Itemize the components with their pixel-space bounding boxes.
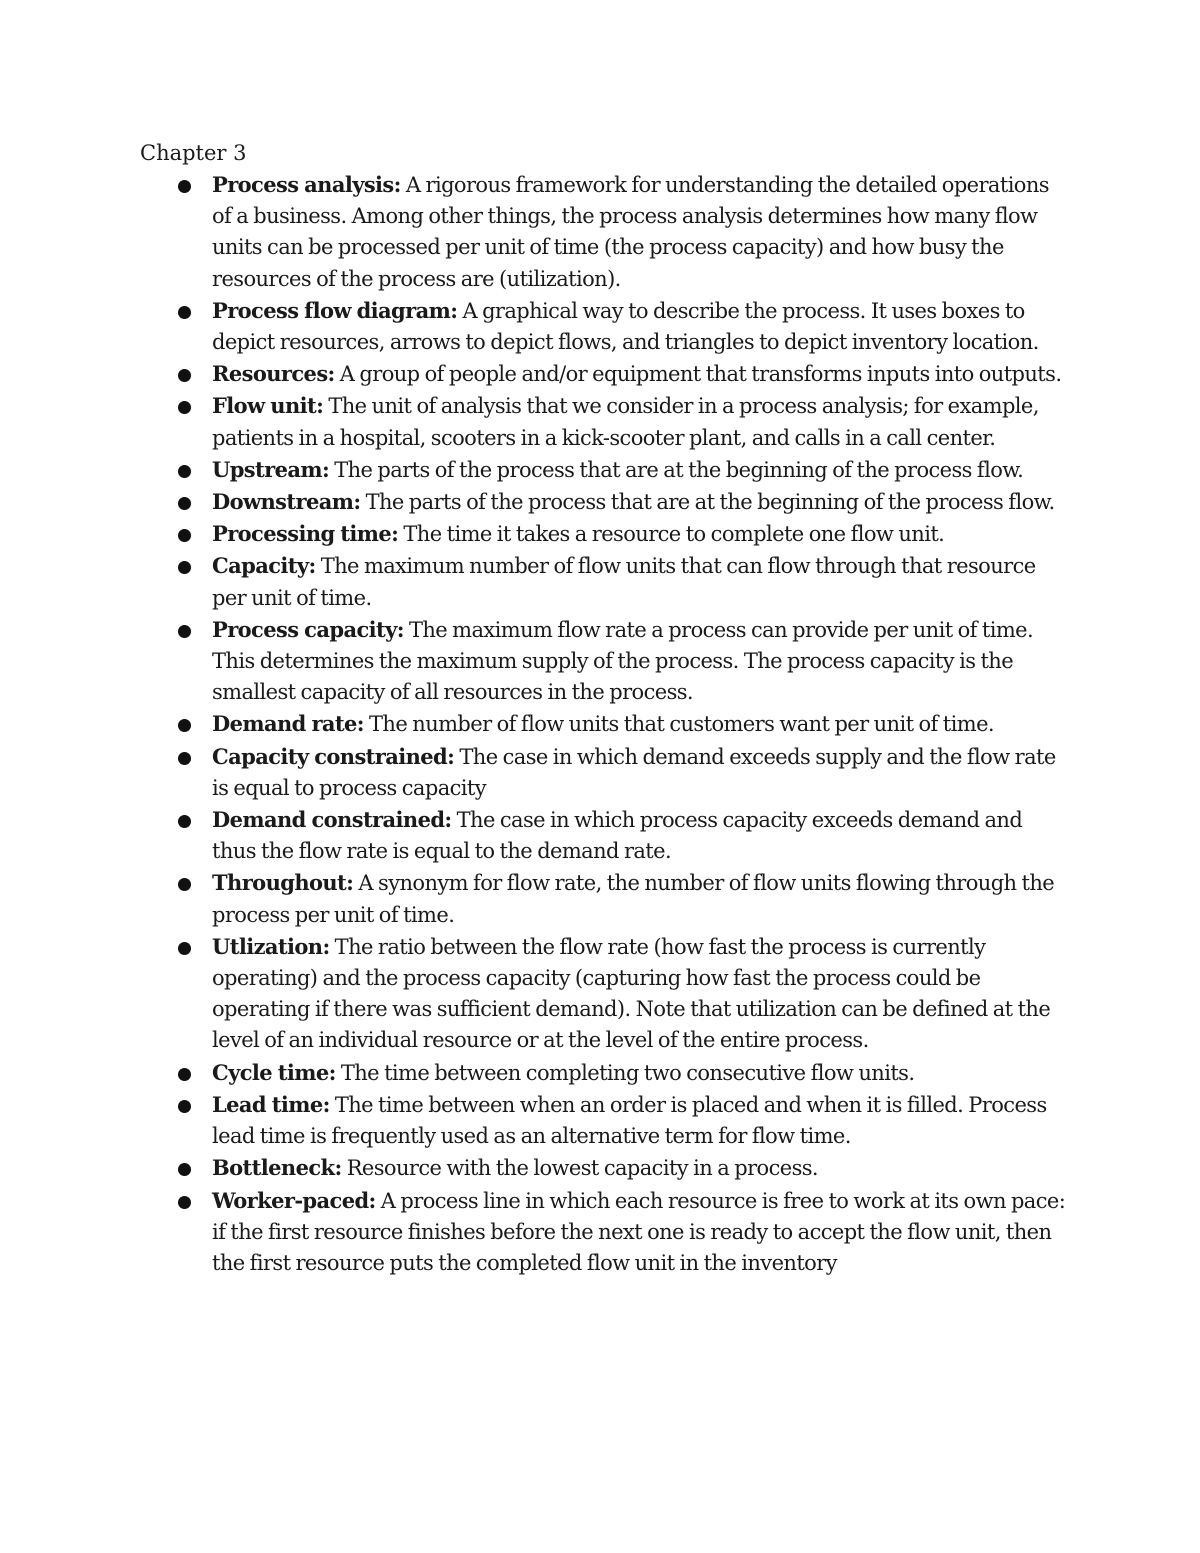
definition-item — [140, 1057, 1070, 1089]
definition-text: The unit of analysis that we consider in a process analysis; for example, patients in a hospital, scooters in a kick-scooter plant, and calls in a call center. — [212, 394, 1039, 450]
definition-item — [140, 358, 1070, 390]
definition-term: Lead time: — [212, 1091, 330, 1117]
bullet-icon — [178, 465, 191, 478]
definition-text: The case in which demand exceeds supply and the flow rate is equal to process capacity — [212, 744, 1056, 800]
definition-term: Flow unit: — [212, 393, 324, 419]
bullet-icon — [178, 180, 191, 193]
bullet-icon — [178, 878, 191, 891]
definition-item — [140, 295, 1070, 358]
bullet-icon — [178, 1163, 191, 1176]
definition-item — [140, 518, 1070, 550]
definition-item — [140, 804, 1070, 867]
definition-item — [140, 931, 1070, 1057]
definition-text: The maximum flow rate a process can provide per unit of time. This determines the maximum supply of the process. The process capacity is the smallest capacity of all resources in the process. — [212, 617, 1034, 705]
definition-term: Process analysis: — [212, 172, 401, 197]
definition-item — [140, 486, 1070, 518]
definition-item — [140, 708, 1070, 740]
definition-item — [140, 867, 1070, 930]
definition-item — [140, 1089, 1070, 1152]
bullet-icon — [178, 815, 191, 828]
bullet-icon — [178, 306, 191, 319]
definition-term: Utlization: — [212, 933, 330, 959]
definition-term: Cycle time: — [212, 1059, 336, 1085]
bullet-icon — [178, 752, 191, 765]
definition-item — [140, 550, 1070, 613]
definition-term: Process capacity: — [212, 616, 404, 642]
definition-term: Downstream: — [212, 489, 361, 515]
definition-term: Processing time: — [212, 521, 399, 547]
definition-item — [140, 614, 1070, 709]
bullet-icon — [178, 625, 191, 638]
definition-text: A group of people and/or equipment that transforms inputs into outputs. — [334, 362, 1062, 387]
definition-text: The time it takes a resource to complete one flow unit. — [398, 522, 945, 547]
definition-item — [140, 1185, 1070, 1280]
definition-text: The case in which process capacity exceeds demand and thus the flow rate is equal to the demand rate. — [212, 808, 1023, 864]
bullet-icon — [178, 1100, 191, 1113]
definition-text: The time between completing two consecutive flow units. — [335, 1060, 915, 1085]
bullet-icon — [178, 401, 191, 414]
definition-text: The time between when an order is placed and when it is filled. Process lead time is frequently used as an alternative term for flow time. — [212, 1092, 1047, 1149]
definition-term: Demand constrained: — [212, 807, 452, 833]
definition-term: Process flow diagram: — [212, 297, 458, 323]
definition-text: The maximum number of flow units that can flow through that resource per unit of time. — [212, 554, 1036, 610]
definition-term: Worker-paced: — [212, 1187, 376, 1213]
definition-text: Resource with the lowest capacity in a process. — [341, 1156, 818, 1181]
document-content — [140, 138, 1070, 1279]
bullet-icon — [178, 369, 191, 382]
definition-text: The number of flow units that customers want per unit of time. — [363, 712, 994, 737]
bullet-icon — [178, 1068, 191, 1081]
definition-term: Capacity: — [212, 553, 316, 579]
definition-item — [140, 390, 1070, 453]
definition-text: The parts of the process that are at the beginning of the process flow. — [329, 457, 1024, 482]
definition-text: The ratio between the flow rate (how fast the process is currently operating) and the process capacity (capturing how fast the process could be operating if there was sufficient demand). Note that utilization can be defined at the level of an individual resource or at the level of the entire process. — [212, 934, 1051, 1053]
definition-text: A synonym for flow rate, the number of flow units flowing through the process per unit of time. — [212, 871, 1055, 927]
bullet-icon — [178, 942, 191, 955]
definition-text: The parts of the process that are at the beginning of the process flow. — [360, 490, 1055, 515]
definition-item — [140, 169, 1070, 295]
definition-term: Throughout: — [212, 870, 354, 896]
bullet-icon — [178, 1196, 191, 1209]
definition-term: Resources: — [212, 361, 335, 387]
definition-term: Capacity constrained: — [212, 743, 455, 769]
chapter-title: Chapter 3 — [140, 141, 247, 165]
bullet-icon — [178, 529, 191, 542]
definition-term: Upstream: — [212, 456, 330, 482]
definition-term: Demand rate: — [212, 711, 364, 737]
bullet-icon — [178, 561, 191, 574]
definition-item — [140, 1152, 1070, 1184]
bullet-icon — [178, 497, 191, 510]
bullet-icon — [178, 719, 191, 732]
definition-text: A rigorous framework for understanding the detailed operations of a business. Among other things, the process analysis determines how many flow units can be processed per unit of time (the process capacity) and how busy the resources of the process are (utilization). — [212, 173, 1049, 291]
definition-text: A graphical way to describe the process. It uses boxes to depict resources, arrows to depict flows, and triangles to depict inventory location. — [212, 298, 1039, 355]
definition-term: Bottleneck: — [212, 1155, 342, 1181]
definitions-list — [140, 169, 1070, 1279]
definition-item — [140, 454, 1070, 486]
definition-item — [140, 741, 1070, 804]
definition-text: A process line in which each resource is free to work at its own pace: if the first resource finishes before the next one is ready to accept the flow unit, then the first resource puts the completed flow unit in the inventory — [212, 1188, 1066, 1275]
